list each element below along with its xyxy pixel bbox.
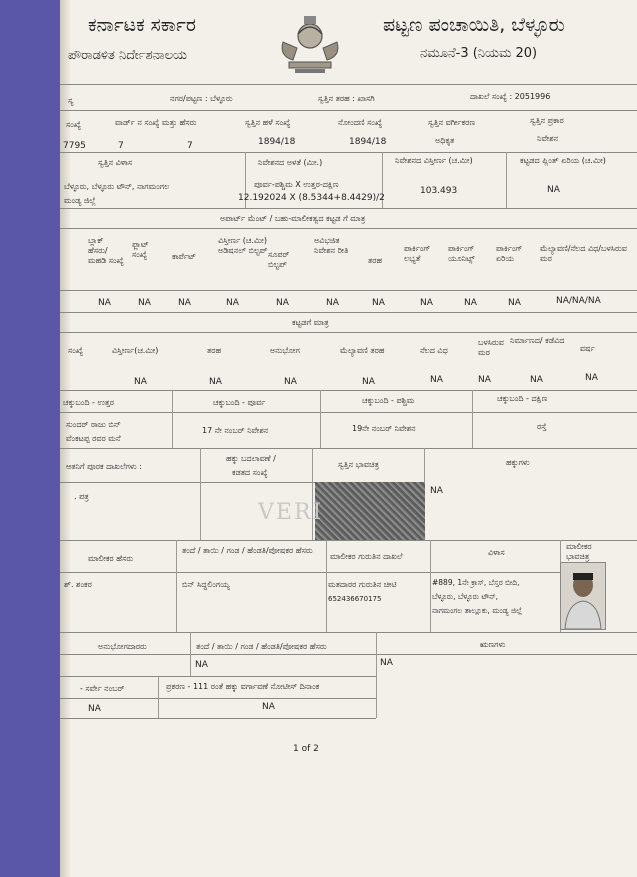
docs-header: ಆತನಿಗೆ ಪೂರಕ ದಾಖಲೆಗಳು : (66, 462, 142, 471)
bld-value-8: NA (585, 373, 598, 383)
liabilities-header: ಋಣಗಳು (480, 640, 506, 649)
address-line1: ಬೆಳ್ಳೂರು, ಬೆಳ್ಳೂರು ಟೌನ್, ನಾಗಮಂಗಲ (64, 182, 170, 191)
apt-roof-header: ಮೆಲ್ಯಾವಣಿ/ನೆಲದ ವಿಧ/ಬಳಸಿರುವ ಮರ (540, 244, 627, 263)
plinth-area-header: ಕಟ್ಟಡದ ಪ್ಲಿಂತ್ ಏರಿಯ (ಚ.ಮೀ) (520, 156, 606, 165)
person-icon (561, 563, 605, 629)
bld-value-6: NA (478, 375, 491, 385)
owner-id-type: ಮತದಾರರ ಗುರುತಿನ ಚೀಟಿ (328, 580, 397, 589)
record-number: ದಾಖಲೆ ಸಂಖ್ಯೆ : 2051996 (470, 92, 551, 101)
apt-value-9: NA (464, 298, 477, 308)
apt-value-6: NA (326, 298, 339, 308)
govt-title: ಕರ್ನಾಟಕ ಸರ್ಕಾರ (88, 14, 196, 36)
boundary-east-header: ಚಕ್ಕುಬಂದಿ - ಪೂರ್ವ (213, 398, 266, 407)
directorate-title: ಪೌರಾಡಳಿತ ನಿರ್ದೇಶನಾಲಯ (68, 48, 187, 63)
liabilities-value: NA (380, 658, 393, 668)
row1-stub: ಸ್ಯ (68, 96, 74, 105)
owner-name-value: ಶ್. ಶಂಕರ (64, 580, 92, 589)
col-classification-header: ಸ್ವತ್ತಿನ ವರ್ಗೀಕರಣ (428, 118, 476, 127)
apt-value-8: NA (420, 298, 433, 308)
owner-name-header: ಮಾಲೀಕರ ಹೆಸರು (88, 554, 134, 563)
bld-roof-header: ಮೆಲ್ಯಾವಣಿ ತರಹ (340, 346, 385, 355)
bld-value-5: NA (430, 375, 443, 385)
measure-line1: ಪೂರ್ವ-ಪಶ್ಚಿಮ X ಉತ್ತರ-ದಕ್ಷಿಣ (254, 180, 339, 189)
panchayat-title: ಪಟ್ಟಣ ಪಂಚಾಯಿತಿ, ಬೆಳ್ಳೂರು (383, 14, 565, 36)
owner-id-header: ಮಾಲೀಕರ ಗುರುತಿನ ದಾಖಲೆ (330, 552, 403, 561)
apt-value-10: NA (508, 298, 521, 308)
apt-value-4: NA (226, 298, 239, 308)
occupant-relation-value: NA (195, 660, 208, 670)
property-photo-image (315, 482, 425, 540)
address-line2: ಮಂಡ್ಯ ಜಿಲ್ಲೆ (64, 196, 96, 205)
property-id-value: 7795 (63, 141, 86, 151)
rights-header: ಹಕ್ಕುಗಳು (506, 458, 530, 467)
property-type-label: ಸ್ವತ್ತಿನ ತರಹ : ಖಾಸಗಿ (318, 94, 375, 103)
survey-number-value: NA (88, 704, 101, 714)
boundary-north-line1: ಸುಂದರ್ ರಾಜು ಬಿನ್ (66, 420, 121, 429)
apt-flat-header: ಫ್ಲಾಟ್ ಸಂಖ್ಯೆ (132, 240, 149, 259)
occupant-header: ಅನುಭೋಗದಾರರು (98, 642, 147, 651)
address-header: ಸ್ವತ್ತಿನ ವಿಳಾಸ (98, 158, 133, 167)
bld-usage-header: ಅನುಭೋಗ (270, 346, 300, 355)
rights-value: NA (430, 486, 443, 496)
apt-value-11: NA/NA/NA (556, 296, 601, 306)
col-registration-header: ನೋಂದಣಿ ಸಂಖ್ಯೆ (338, 118, 383, 127)
bld-value-3: NA (284, 377, 297, 387)
site-area-value: 103.493 (420, 186, 458, 196)
ward-name-value: 7 (187, 141, 193, 151)
site-measure-header: ನಿವೇಶನದ ಅಳತೆ (ಮೀ.) (258, 158, 323, 167)
apt-value-7: NA (372, 298, 385, 308)
transfer-notice-value: NA (262, 702, 275, 712)
form-title: ನಮೂನೆ-3 (ನಿಯಮ 20) (420, 46, 538, 61)
col-ward-header: ವಾರ್ಡ್ ನ ಸಂಖ್ಯೆ ಮತ್ತು ಹೆಸರು (115, 118, 197, 127)
boundary-west-header: ಚಕ್ಕುಬಂದಿ - ಪಶ್ಚಿಮ (362, 396, 415, 405)
owner-photo-header: ಮಾಲೀಕರ ಭಾವಚಿತ್ರ (566, 542, 592, 561)
bld-area-header: ವಿಸ್ತೀರ್ಣ(ಚ.ಮೀ) (112, 346, 159, 355)
apt-parking-area-header: ಪಾರ್ಕಿಂಗ್ ಏರಿಯ (496, 244, 523, 263)
apt-additional-header: ವಿಸ್ತೀರ್ಣ (ಚ.ಮೀ) ಅಡಿಷನಲ್ ಬಿಲ್ಟಪ್ (218, 236, 268, 255)
transfer-header-line2: ಕಡತದ ಸಂಖ್ಯೆ (232, 468, 268, 477)
owner-address-line1: #889, 1ನೇ ಕ್ರಾಸ್, ಬೆಸ್ತರ ಬೀದಿ, (432, 578, 520, 587)
bld-value-7: NA (530, 375, 543, 385)
apt-value-1: NA (98, 298, 111, 308)
survey-number-header: - ಸರ್ವೇ ನಂಬರ್ (80, 684, 125, 693)
apt-value-3: NA (178, 298, 191, 308)
bld-value-2: NA (209, 377, 222, 387)
boundary-west-value: 19ನೇ ನಂಬರ್ ನಿವೇಶನ (352, 424, 416, 433)
apt-value-5: NA (276, 298, 289, 308)
boundary-south-value: ರಸ್ತೆ (537, 422, 547, 431)
bld-construction-header: ನಿರ್ಮಾಣದ/ ಕಡೆವಿದ (510, 336, 565, 345)
verified-watermark: VERI (258, 500, 324, 525)
apartment-section-title: ಅಪಾರ್ಟ್ ಮೆಂಟ್ / ಬಹು-ಮಾಲೀಕತ್ವದ ಕಟ್ಟಡ ಗೆ ಮಾತ್ರ (220, 214, 366, 223)
measure-line2: 12.192024 X (8.5344+8.4429)/2 (238, 193, 385, 203)
owner-father-header: ತಂದೆ / ತಾಯಿ / ಗಂಡ / ಹೆಂಡತಿ/ಪೋಷಕರ ಹೆಸರು (182, 546, 313, 555)
apt-value-2: NA (138, 298, 151, 308)
apt-parking-units-header: ಪಾರ್ಕಿಂಗ್ ಯೂನಿಟ್ಸ್ (448, 244, 475, 263)
owner-id-number: 652436670175 (328, 595, 382, 603)
owner-photo (560, 562, 606, 630)
col-old-number-header: ಸ್ವತ್ತಿನ ಹಳೆ ಸಂಖ್ಯೆ (245, 118, 291, 127)
classification-value: ಅಧಿಕೃತ (435, 136, 455, 145)
site-area-header: ನಿವೇಶನದ ವಿಸ್ತೀರ್ಣ (ಚ.ಮೀ) (395, 156, 473, 165)
apt-type-header: ತರಹ (368, 256, 383, 265)
state-emblem-icon (275, 12, 345, 74)
boundary-north-header: ಚಕ್ಕುಬಂದಿ - ಉತ್ತರ (63, 398, 115, 407)
bld-floor-header: ನೆಲದ ವಿಧ (420, 346, 448, 355)
bld-value-1: NA (134, 377, 147, 387)
transfer-notice-header: ಪ್ರಕರಣ - 111 ರಂತೆ ಹಕ್ಕು ವರ್ಗಾವಣೆ ನೋಟೀಸ್ ದಿನಾಂಕ (166, 682, 320, 691)
bld-wood-header: ಬಳಸಿರುವ ಮರ (478, 338, 504, 357)
bld-type-header: ತರಹ (207, 346, 222, 355)
bld-number-header: ಸಂಖ್ಯೆ (68, 346, 84, 355)
owner-address-line3: ನಾಗಮಂಗಲ ತಾಲ್ಲೂಕು, ಮಂಡ್ಯ ಜಿಲ್ಲೆ (432, 606, 523, 615)
bld-year-header: ವರ್ಷ (580, 344, 595, 353)
occupant-relation-header: ತಂದೆ / ತಾಯಿ / ಗಂಡ / ಹೆಂಡತಿ/ಪೋಷಕರ ಹೆಸರು (196, 642, 327, 651)
col-category-header: ಸ್ವತ್ತಿನ ಪ್ರಕಾರ (530, 116, 564, 125)
apt-block-header: ಬ್ಲಾಕ್ ಹೆಸರು/ ಮಹಡಿ ಸಂಖ್ಯೆ (88, 236, 124, 265)
town-label: ನಗರ/ಪಟ್ಟಣ : ಬೆಳ್ಳೂರು (170, 94, 233, 103)
boundary-south-header: ಚಕ್ಕುಬಂದಿ - ದಕ್ಷಿಣ (497, 394, 548, 403)
docs-value: . ಪತ್ರ (74, 492, 89, 501)
owner-address-line2: ಬೆಳ್ಳೂರು, ಬೆಳ್ಳೂರು ಟೌನ್, (432, 592, 499, 601)
apt-super-header: ಸೂಪರ್ ಬಿಲ್ಟಪ್ (268, 250, 290, 269)
apt-undivided-header: ಅವಿಭಜಿತ ನಿವೇಶನ ರೀತಿ (314, 236, 349, 255)
boundary-east-value: 17 ನೇ ನಂಬರ್ ನಿವೇಶನ (202, 426, 269, 435)
plinth-area-value: NA (547, 185, 560, 195)
boundary-north-line2: ವೆಂಕಟಪ್ಪ ರವರ ಮನೆ (66, 434, 121, 443)
property-photo-header: ಸ್ವತ್ತಿನ ಭಾವಚಿತ್ರ (338, 460, 379, 469)
owner-address-header: ವಿಳಾಸ (488, 548, 505, 557)
category-value: ನಿವೇಶನ (537, 134, 559, 143)
owner-father-value: ಬಿನ್ ಸಿದ್ದಲಿಂಗಯ್ಯ (182, 580, 230, 589)
transfer-header-line1: ಹಕ್ಕು ಬದಲಾವಣೆ / (226, 454, 276, 463)
col-number-header: ಸಂಖ್ಯೆ (66, 120, 82, 129)
registration-value: 1894/18 (349, 137, 387, 147)
bld-value-4: NA (362, 377, 375, 387)
apt-parking-avail-header: ಪಾರ್ಕಿಂಗ್ ಲಭ್ಯತೆ (404, 244, 431, 263)
document-page (60, 0, 637, 877)
ward-number-value: 7 (118, 141, 124, 151)
old-number-value: 1894/18 (258, 137, 296, 147)
building-section-title: ಕಟ್ಟಡಗೆ ಮಾತ್ರ (292, 318, 329, 327)
page-number: 1 of 2 (293, 744, 319, 754)
apt-carpet-header: ಕಾರ್ಪೆಟ್ (172, 252, 196, 261)
